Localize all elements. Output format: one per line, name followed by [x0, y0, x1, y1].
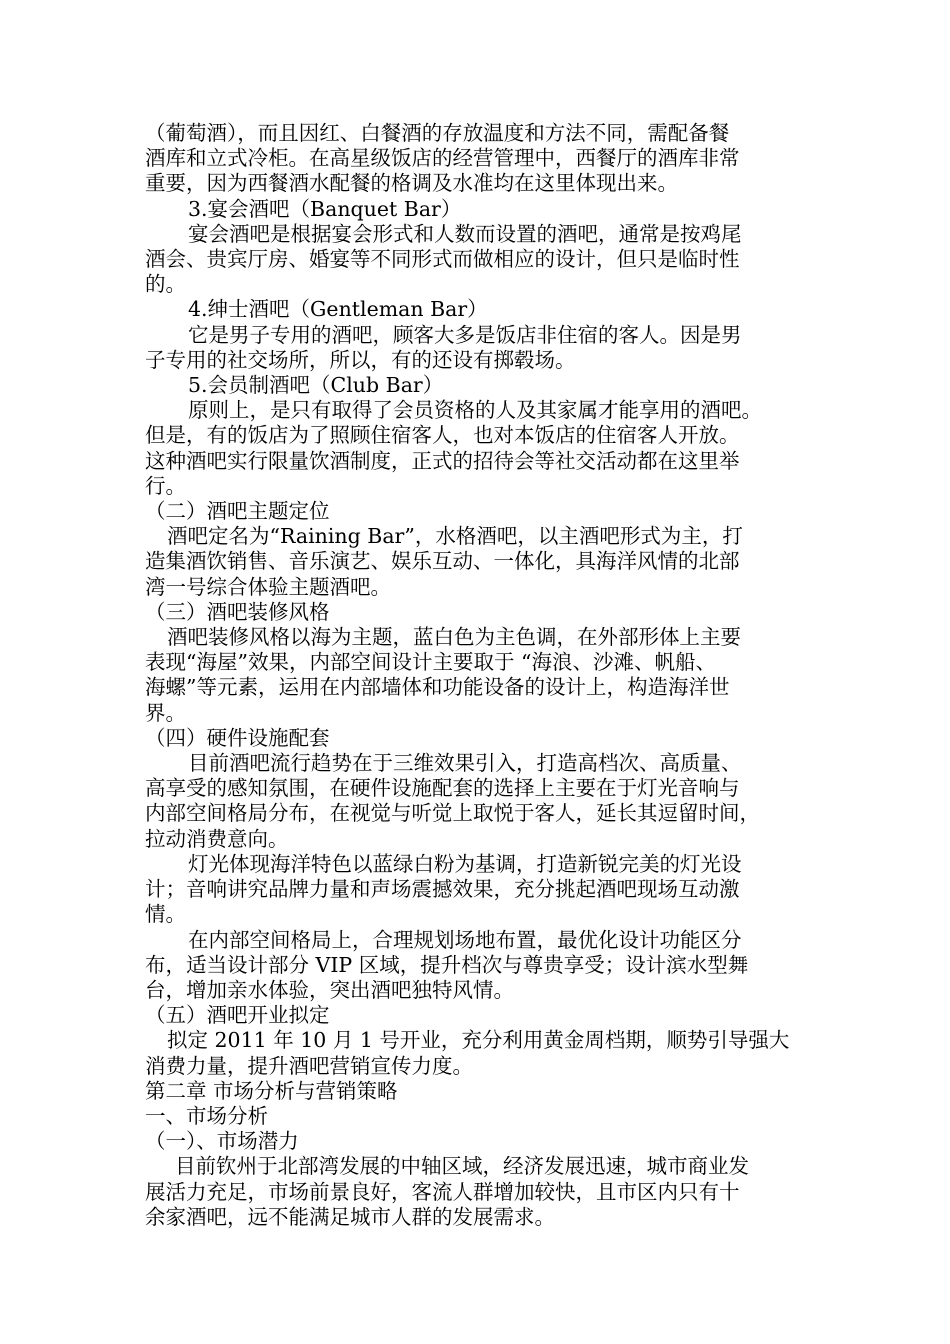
- text-line: 灯光体现海洋特色以蓝绿白粉为基调，打造新锐完美的灯光设: [188, 851, 742, 876]
- section-heading: [145, 297, 825, 322]
- text-line: 展活力充足，市场前景良好，客流人群增加较快，且市区内只有十: [145, 1179, 740, 1204]
- body-paragraph: [145, 928, 825, 1004]
- section-heading: [145, 726, 825, 751]
- text-line: 酒会、贵宾厅房、婚宴等不同形式而做相应的设计，但只是临时性: [145, 247, 740, 272]
- text-line: （三）酒吧装修风格: [145, 599, 330, 624]
- section-heading: [145, 1104, 825, 1129]
- text-line: 湾一号综合体验主题酒吧。: [145, 574, 391, 599]
- text-line: 表现“海屋”效果，内部空间设计主要取于 “海浪、沙滩、帆船、: [145, 650, 716, 675]
- text-line: 但是，有的饭店为了照顾住宿客人，也对本饭店的住宿客人开放。: [145, 423, 740, 448]
- body-paragraph: [145, 323, 825, 373]
- text-line: 行。: [145, 473, 186, 498]
- body-paragraph: [145, 1028, 825, 1078]
- body-paragraph: [145, 121, 825, 197]
- text-line: 余家酒吧，远不能满足城市人群的发展需求。: [145, 1204, 555, 1229]
- text-line: 内部空间格局分布，在视觉与听觉上取悦于客人，延长其逗留时间，: [145, 801, 760, 826]
- text-line: 酒库和立式冷柜。在高星级饭店的经营管理中，西餐厅的酒库非常: [145, 146, 740, 171]
- text-line: 高享受的感知氛围，在硬件设施配套的选择上主要在于灯光音响与: [145, 776, 740, 801]
- text-line: 酒吧装修风格以海为主题，蓝白色为主色调，在外部形体上主要: [167, 625, 741, 650]
- document-page: [145, 121, 825, 1230]
- text-line: 4.绅士酒吧（Gentleman Bar）: [188, 297, 488, 322]
- text-line: 它是男子专用的酒吧，顾客大多是饭店非住宿的客人。因是男: [188, 322, 742, 347]
- section-heading: [145, 1079, 825, 1104]
- text-line: 海螺”等元素，运用在内部墙体和功能设备的设计上，构造海洋世: [145, 675, 730, 700]
- text-line: 造集酒饮销售、音乐演艺、娱乐互动、一体化，具海洋风情的北部: [145, 549, 740, 574]
- text-line: （四）硬件设施配套: [145, 725, 330, 750]
- text-line: 原则上，是只有取得了会员资格的人及其家属才能享用的酒吧。: [188, 398, 762, 423]
- text-line: 拉动消费意向。: [145, 826, 289, 851]
- body-paragraph: [145, 524, 825, 600]
- text-line: 5.会员制酒吧（Club Bar）: [188, 373, 444, 398]
- body-paragraph: [145, 852, 825, 928]
- text-line: 消费力量，提升酒吧营销宣传力度。: [145, 1053, 473, 1078]
- text-line: 3.宴会酒吧（Banquet Bar）: [188, 196, 462, 221]
- text-line: 这种酒吧实行限量饮酒制度，正式的招待会等社交活动都在这里举: [145, 448, 740, 473]
- text-line: 台，增加亲水体验，突出酒吧独特风情。: [145, 977, 514, 1002]
- text-line: 计；音响讲究品牌力量和声场震撼效果，充分挑起酒吧现场互动激: [145, 877, 740, 902]
- text-line: 目前酒吧流行趋势在于三维效果引入，打造高档次、高质量、: [188, 751, 742, 776]
- body-paragraph: [145, 1154, 825, 1230]
- text-line: 界。: [145, 700, 186, 725]
- text-line: （二）酒吧主题定位: [145, 499, 330, 524]
- text-line: 酒吧定名为“Raining Bar”，水格酒吧，以主酒吧形式为主，打: [167, 524, 743, 549]
- text-line: （一）、市场潜力: [145, 1129, 299, 1154]
- text-line: 在内部空间格局上，合理规划场地布置，最优化设计功能区分: [188, 927, 742, 952]
- text-line: 宴会酒吧是根据宴会形式和人数而设置的酒吧，通常是按鸡尾: [188, 221, 742, 246]
- body-paragraph: [145, 625, 825, 726]
- section-heading: [145, 197, 825, 222]
- section-heading: [145, 373, 825, 398]
- text-line: 重要，因为西餐酒水配餐的格调及水准均在这里体现出来。: [145, 171, 678, 196]
- text-line: 情。: [145, 902, 186, 927]
- text-line: （葡萄酒），而且因红、白餐酒的存放温度和方法不同，需配备餐: [145, 121, 730, 145]
- text-line: 第二章 市场分析与营销策略: [145, 1078, 398, 1103]
- section-heading: [145, 1129, 825, 1154]
- body-paragraph: [145, 398, 825, 499]
- section-heading: [145, 600, 825, 625]
- text-line: （五）酒吧开业拟定: [145, 1003, 330, 1028]
- section-heading: [145, 1003, 825, 1028]
- text-line: 一、市场分析: [145, 1103, 268, 1128]
- body-paragraph: [145, 751, 825, 852]
- text-line: 拟定 2011 年 10 月 1 号开业，充分利用黄金周档期，顺势引导强大: [167, 1028, 790, 1053]
- body-paragraph: [145, 222, 825, 298]
- text-line: 子专用的社交场所，所以，有的还设有掷毂场。: [145, 347, 576, 372]
- text-line: 的。: [145, 272, 186, 297]
- text-line: 布，适当设计部分 VIP 区域，提升档次与尊贵享受；设计滨水型舞: [145, 952, 749, 977]
- section-heading: [145, 499, 825, 524]
- text-line: 目前钦州于北部湾发展的中轴区域，经济发展迅速，城市商业发: [175, 1154, 749, 1179]
